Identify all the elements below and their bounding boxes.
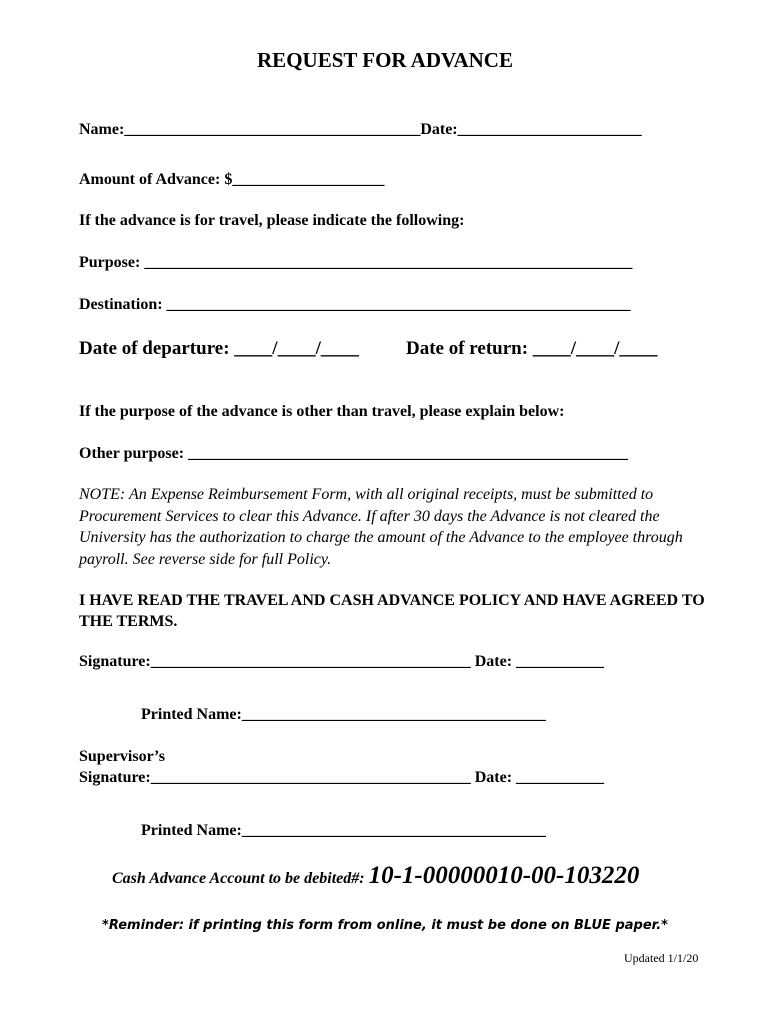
printed-name-field[interactable]: Printed Name:______________________________________ bbox=[141, 706, 546, 723]
other-purpose-field[interactable]: Other purpose: _______________________________________________________ bbox=[79, 445, 629, 462]
updated-date: Updated 1/1/20 bbox=[624, 951, 699, 965]
note-paragraph: NOTE: An Expense Reimbursement Form, with all original receipts, must be submitted to Procurement Services to clear this Advance. If after 30 days the Advance is not cleared the University has the authorization to charge the amount of the Advance to the employee through payroll. See reverse side for full Policy. bbox=[79, 486, 683, 568]
amount-field[interactable]: Amount of Advance: $___________________ bbox=[79, 171, 385, 188]
signature-field[interactable]: Signature:________________________________________ Date: ___________ bbox=[79, 653, 605, 670]
supervisor-signature-field[interactable]: Signature:________________________________________ Date: ___________ bbox=[79, 769, 605, 786]
account-label: Cash Advance Account to be debited#: bbox=[112, 870, 369, 887]
destination-field[interactable]: Destination: __________________________________________________________ bbox=[79, 296, 631, 313]
departure-date-field[interactable]: Date of departure: ____/____/____ bbox=[79, 338, 359, 359]
return-date-field[interactable]: Date of return: ____/____/____ bbox=[406, 338, 658, 359]
form-title: REQUEST FOR ADVANCE bbox=[257, 48, 513, 72]
supervisor-label: Supervisor’s bbox=[79, 748, 165, 765]
account-number: 10-1-00000010-00-103220 bbox=[368, 862, 640, 889]
policy-acknowledgement: I HAVE READ THE TRAVEL AND CASH ADVANCE POLICY AND HAVE AGREED TO THE TERMS. bbox=[79, 592, 705, 630]
travel-intro: If the advance is for travel, please indicate the following: bbox=[79, 212, 465, 229]
purpose-field[interactable]: Purpose: _____________________________________________________________ bbox=[79, 254, 633, 271]
other-intro: If the purpose of the advance is other than travel, please explain below: bbox=[79, 403, 565, 420]
supervisor-printed-name-field[interactable]: Printed Name:______________________________________ bbox=[141, 822, 546, 839]
name-date-field[interactable]: Name:_____________________________________Date:_______________________ bbox=[79, 121, 642, 138]
account-line bbox=[112, 862, 639, 890]
reminder-note: *Reminder: if printing this form from online, it must be done on BLUE paper.* bbox=[102, 918, 668, 933]
